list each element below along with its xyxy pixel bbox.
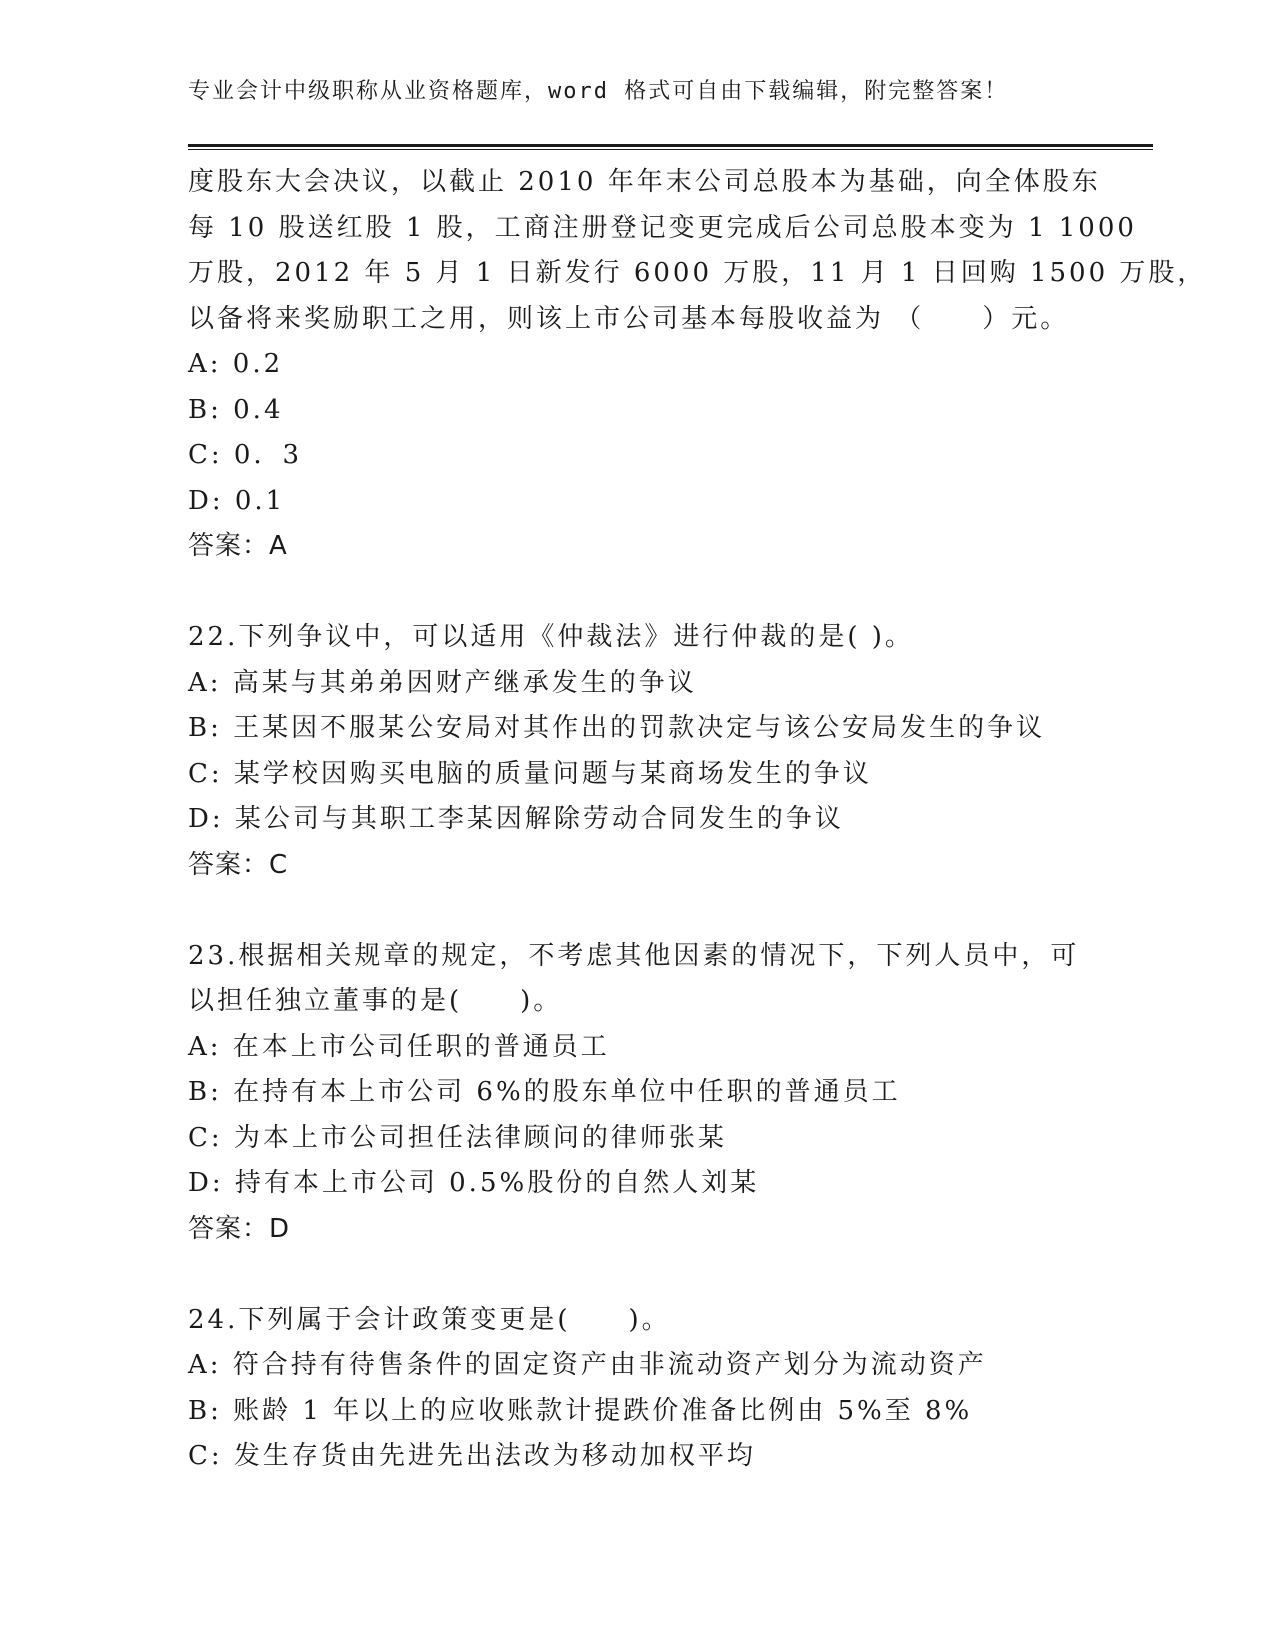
option-d: D: 0.1	[188, 485, 286, 516]
question-22	[188, 615, 1148, 888]
question-24	[188, 1298, 1148, 1480]
option-d: D: 持有本上市公司 0.5%股份的自然人刘某	[188, 1168, 760, 1198]
question-stem-line: 以备将来奖励职工之用，则该上市公司基本每股收益为 （ ）元。	[188, 303, 1070, 334]
question-stem-line: 度股东大会决议，以截止 2010 年年末公司总股本为基础，向全体股东	[188, 167, 1101, 197]
spacer	[188, 888, 1148, 934]
spacer	[188, 570, 1148, 616]
document-body	[188, 160, 1207, 1480]
header-divider	[188, 144, 1153, 150]
question-21	[188, 160, 1207, 570]
option-b: B: 账龄 1 年以上的应收账款计提跌价准备比例由 5%至 8%	[188, 1395, 973, 1426]
option-a: A: 高某与其弟弟因财产继承发生的争议	[188, 667, 697, 698]
option-a: A: 符合持有待售条件的固定资产由非流动资产划分为流动资产	[188, 1350, 987, 1380]
option-c: C: 为本上市公司担任法律顾问的律师张某	[188, 1122, 727, 1153]
option-a: A: 0.2	[188, 349, 284, 379]
question-stem-line: 22.下列争议中，可以适用《仲裁法》进行仲裁的是( )。	[188, 622, 914, 652]
option-b: B: 王某因不服某公安局对其作出的罚款决定与该公安局发生的争议	[188, 713, 1046, 743]
question-23	[188, 934, 1148, 1253]
spacer	[188, 1252, 1148, 1298]
option-a: A: 在本上市公司任职的普通员工	[188, 1031, 610, 1062]
question-stem-line: 每 10 股送红股 1 股，工商注册登记变更完成后公司总股本变为 1 1000	[188, 212, 1137, 243]
answer: 答案：D	[188, 1213, 291, 1244]
question-stem-line: 以担任独立董事的是( )。	[188, 986, 563, 1016]
page-header: 专业会计中级职称从业资格题库，word 格式可自由下载编辑，附完整答案！	[188, 79, 1009, 104]
question-stem-line: 24.下列属于会计政策变更是( )。	[188, 1304, 671, 1335]
question-stem-line: 23.根据相关规章的规定，不考虑其他因素的情况下，下列人员中，可	[188, 940, 1080, 971]
option-c: C: 某学校因购买电脑的质量问题与某商场发生的争议	[188, 758, 872, 789]
option-b: B: 0.4	[188, 394, 284, 425]
answer: 答案：A	[188, 531, 288, 561]
option-c: C: 发生存货由先进先出法改为移动加权平均	[188, 1441, 756, 1471]
option-c: C: 0．3	[188, 440, 303, 470]
option-d: D: 某公司与其职工李某因解除劳动合同发生的争议	[188, 804, 844, 834]
answer: 答案：C	[188, 849, 289, 880]
question-stem-line: 万股，2012 年 5 月 1 日新发行 6000 万股，11 月 1 日回购 1500 万股，	[188, 258, 1207, 288]
option-b: B: 在持有本上市公司 6%的股东单位中任职的普通员工	[188, 1077, 901, 1107]
